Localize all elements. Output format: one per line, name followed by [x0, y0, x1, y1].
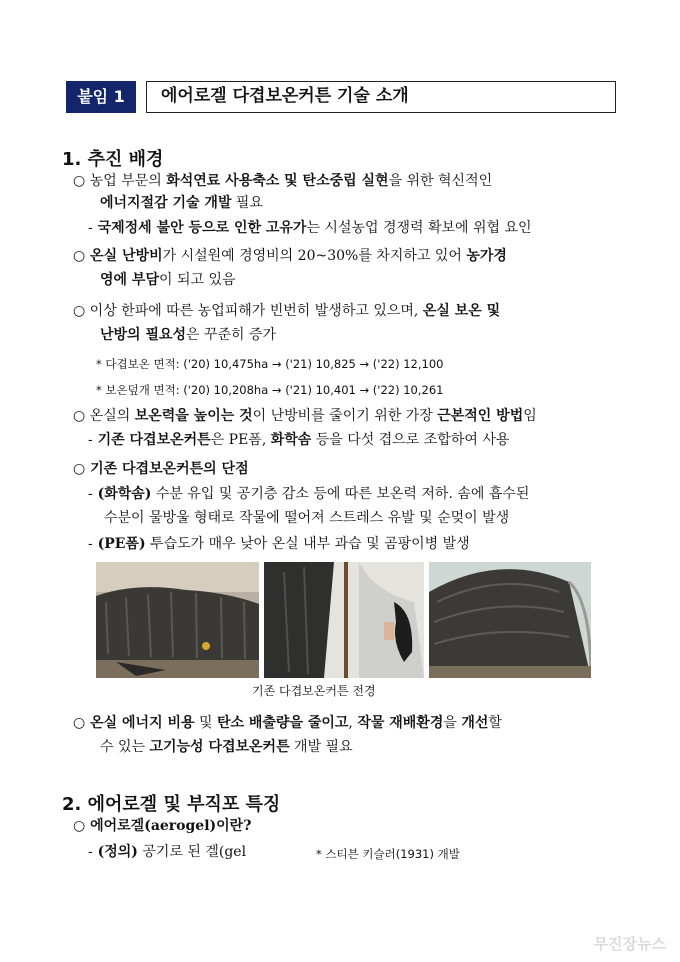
greenhouse-photo-1 — [96, 562, 259, 678]
section1-paragraph1-sub: - 국제정세 불안 등으로 인한 고유가는 시설농업 경쟁력 확보에 위협 요인 — [88, 220, 532, 236]
section1-paragraph4: ○ 온실의 보온력을 높이는 것이 난방비를 줄이기 위한 가장 근본적인 방법임 — [73, 408, 537, 424]
section1-paragraph4-sub: - 기존 다겹보온커튼은 PE폼, 화학솜 등을 다섯 겹으로 조합하여 사용 — [88, 432, 510, 448]
section1-paragraph6-cont: 수 있는 고기능성 다겹보온커튼 개발 필요 — [100, 739, 353, 755]
section1-heading: 1. 추진 배경 — [62, 149, 164, 170]
section1-paragraph3: ○ 이상 한파에 따른 농업피해가 빈번히 발생하고 있으며, 온실 보온 및 — [73, 303, 501, 319]
section1-paragraph2: ○ 온실 난방비가 시설원예 경영비의 20~30%를 차지하고 있어 농가경 — [73, 248, 507, 264]
greenhouse-photo-3 — [429, 562, 591, 678]
section1-paragraph5-sub2: - (PE폼) 투습도가 매우 낮아 온실 내부 과습 및 곰팡이병 발생 — [88, 536, 470, 552]
area-note-cover: * 보온덮개 면적: ('20) 10,208ha → ('21) 10,401 → ('22) 10,261 — [96, 383, 444, 397]
document-title: 에어로겔 다겹보온커튼 기술 소개 — [146, 81, 616, 113]
area-note-multilayer: * 다겹보온 면적: ('20) 10,475ha → ('21) 10,825 → ('22) 12,100 — [96, 357, 444, 371]
section1-paragraph5-sub1-cont: 수분이 물방울 형태로 작물에 떨어져 스트레스 유발 및 순멎이 발생 — [104, 510, 510, 526]
section1-paragraph2-cont: 영에 부담이 되고 있음 — [100, 272, 236, 288]
section2-heading: 2. 에어로겔 및 부직포 특징 — [62, 794, 281, 815]
section1-paragraph3-cont: 난방의 필요성은 꾸준히 증가 — [100, 327, 277, 343]
section1-paragraph5: ○ 기존 다겹보온커튼의 단점 — [73, 461, 249, 477]
photo-caption: 기존 다겹보온커튼 전경 — [252, 684, 376, 698]
section2-paragraph1-sub: - (정의) 공기로 된 겔(gel — [88, 844, 247, 860]
greenhouse-photo-2 — [264, 562, 424, 678]
definition-note: * 스티븐 키슬러(1931) 개발 — [316, 847, 460, 861]
attachment-header — [66, 81, 616, 113]
section1-paragraph1-cont: 에너지절감 기술 개발 필요 — [100, 195, 263, 211]
section1-paragraph5-sub1: - (화학솜) 수분 유입 및 공기층 감소 등에 따른 보온력 저하. 솜에 흡수된 — [88, 486, 530, 502]
news-watermark: 무진장뉴스 — [593, 935, 666, 953]
section1-paragraph6: ○ 온실 에너지 비용 및 탄소 배출량을 줄이고, 작물 재배환경을 개선할 — [73, 715, 502, 731]
section2-paragraph1: ○ 에어로겔(aerogel)이란? — [73, 818, 252, 834]
section1-paragraph1: ○ 농업 부문의 화석연료 사용축소 및 탄소중립 실현을 위한 혁신적인 — [73, 173, 493, 189]
attachment-badge: 붙임 1 — [66, 81, 136, 113]
